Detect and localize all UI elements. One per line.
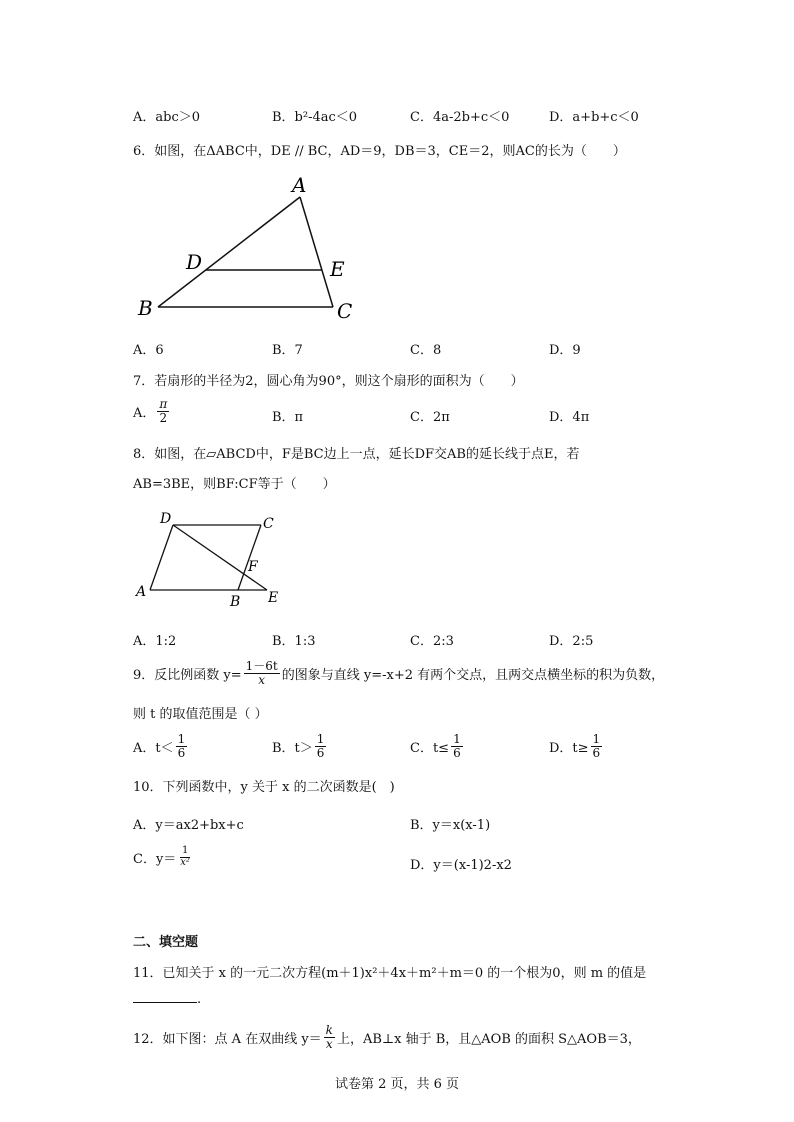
q9-option-a-num: 1 [177, 732, 186, 746]
q6-option-b: B．7 [272, 343, 303, 358]
q9-option-a [133, 733, 189, 759]
q6-option-a: A．6 [133, 343, 164, 358]
q9-option-a-den: 6 [177, 745, 186, 760]
q9-option-b-num: 1 [316, 732, 325, 746]
q8-label-b: B [230, 594, 241, 608]
q6-label-c: C [337, 299, 353, 323]
q8-option-c: C．2:3 [410, 634, 454, 649]
q11-tail: . [197, 992, 202, 1007]
q10-option-d: D．y＝(x-1)2-x2 [410, 858, 512, 873]
q6-edge-ac [300, 197, 333, 307]
q9-stem [133, 660, 664, 686]
q8-option-a: A．1:2 [133, 634, 177, 649]
q9-option-a-prefix: A．t＜ [133, 740, 174, 756]
q12-suffix: 上，AB⊥x 轴于 B，且△AOB 的面积 S△AOB＝3， [336, 1031, 641, 1047]
q10-stem: 10．下列函数中，y 关于 x 的二次函数是( ) [133, 780, 395, 795]
q9-option-c-prefix: C．t≤ [410, 740, 450, 756]
q6-option-d: D．9 [549, 343, 581, 358]
q7-option-c: C．2π [410, 410, 450, 425]
q9-option-b-prefix: B．t＞ [272, 740, 313, 756]
q11-stem: 11．已知关于 x 的一元二次方程(m＋1)x²＋4x＋m²＋m＝0 的一个根为0，则 m 的值是 [133, 966, 647, 981]
q7-option-b: B．π [272, 410, 304, 425]
q9-option-b-den: 6 [316, 745, 325, 760]
q7-option-a-fraction [157, 398, 169, 424]
q6-label-e: E [330, 257, 345, 281]
q8-label-f: F [248, 559, 258, 575]
q9-option-d-prefix: D．t≥ [549, 740, 589, 756]
q6-option-c: C．8 [410, 343, 442, 358]
page-footer: 试卷第 2 页，共 6 页 [334, 1077, 460, 1092]
q12-fraction-num: k [325, 1023, 333, 1037]
q8-option-d: D．2:5 [549, 634, 594, 649]
q10-option-c [133, 846, 194, 868]
q6-stem: 6．如图，在ΔABC中，DE // BC，AD＝9，DB＝3，CE＝2，则AC的长为（ ） [133, 144, 626, 159]
q10-option-a: A．y＝ax2+bx+c [133, 818, 244, 833]
q7-option-a [133, 398, 171, 424]
q8-label-a: A [136, 584, 147, 600]
q5-option-b: B．b²-4ac＜0 [272, 110, 358, 125]
q8-label-d: D [160, 511, 172, 527]
q10-option-c-prefix: C．y＝ [133, 851, 177, 867]
q12-fraction-den: x [325, 1036, 333, 1051]
q6-label-a: A [292, 173, 307, 197]
q6-label-b: B [138, 296, 153, 320]
q10-option-c-fraction [178, 846, 192, 868]
q8-edge-ad [150, 525, 173, 590]
q6-triangle-figure [130, 172, 370, 327]
q12-stem [133, 1024, 641, 1050]
q7-option-a-num: π [159, 397, 168, 411]
q7-stem: 7．若扇形的半径为2，圆心角为90°，则这个扇形的面积为（ ） [133, 374, 524, 389]
q8-stem-line2: AB=3BE，则BF:CF等于（ ） [133, 477, 336, 492]
q9-option-c-num: 1 [453, 732, 461, 746]
q8-label-c: C [263, 516, 274, 532]
q10-option-c-den: x² [180, 856, 190, 868]
q10-option-b: B．y＝x(x-1) [410, 818, 491, 833]
q11-answer-line [133, 992, 201, 1007]
q5-option-a: A．abc＞0 [133, 110, 201, 125]
q5-option-d: D．a+b+c＜0 [549, 110, 639, 125]
section-fill-in-title: 二、填空题 [133, 935, 199, 950]
q9-option-a-fraction [176, 733, 188, 759]
q8-option-b: B．1:3 [272, 634, 316, 649]
q9-fraction-den: x [258, 672, 266, 687]
q9-option-d [549, 733, 604, 759]
q7-option-a-prefix: A． [133, 405, 156, 421]
q8-stem-line1: 8．如图，在▱ABCD中，F是BC边上一点，延长DF交AB的延长线于点E，若 [133, 447, 580, 462]
q9-option-b [272, 733, 328, 759]
q12-fraction [324, 1024, 335, 1050]
q8-parallelogram-figure [130, 508, 290, 608]
q6-label-d: D [186, 250, 203, 274]
q5-option-c: C．4a-2b+c＜0 [410, 110, 510, 125]
q9-option-c [410, 733, 465, 759]
q7-option-d: D．4π [549, 410, 590, 425]
q8-label-e: E [268, 590, 279, 606]
q10-option-c-num: 1 [181, 845, 189, 856]
q9-option-d-num: 1 [592, 732, 601, 746]
q6-edge-ab [158, 197, 300, 307]
q9-option-d-fraction [591, 733, 603, 759]
q9-fraction [244, 660, 280, 686]
q9-option-b-fraction [315, 733, 327, 759]
q9-option-d-den: 6 [592, 745, 601, 760]
q8-segment-de [173, 525, 267, 590]
q9-stem-prefix: 9．反比例函数 y= [133, 667, 242, 683]
q9-fraction-num: 1－6t [245, 659, 278, 673]
q12-prefix: 12．如下图：点 A 在双曲线 y＝ [133, 1031, 322, 1047]
q9-option-c-fraction [451, 733, 463, 759]
q8-edge-cb [238, 525, 261, 590]
q9-stem-line2: 则 t 的取值范围是（ ） [133, 707, 268, 722]
q7-option-a-den: 2 [159, 410, 168, 425]
q11-answer-blank [133, 992, 197, 1003]
q9-option-c-den: 6 [453, 745, 461, 760]
q9-stem-suffix: 的图象与直线 y=-x+2 有两个交点，且两交点横坐标的积为负数， [281, 667, 665, 683]
